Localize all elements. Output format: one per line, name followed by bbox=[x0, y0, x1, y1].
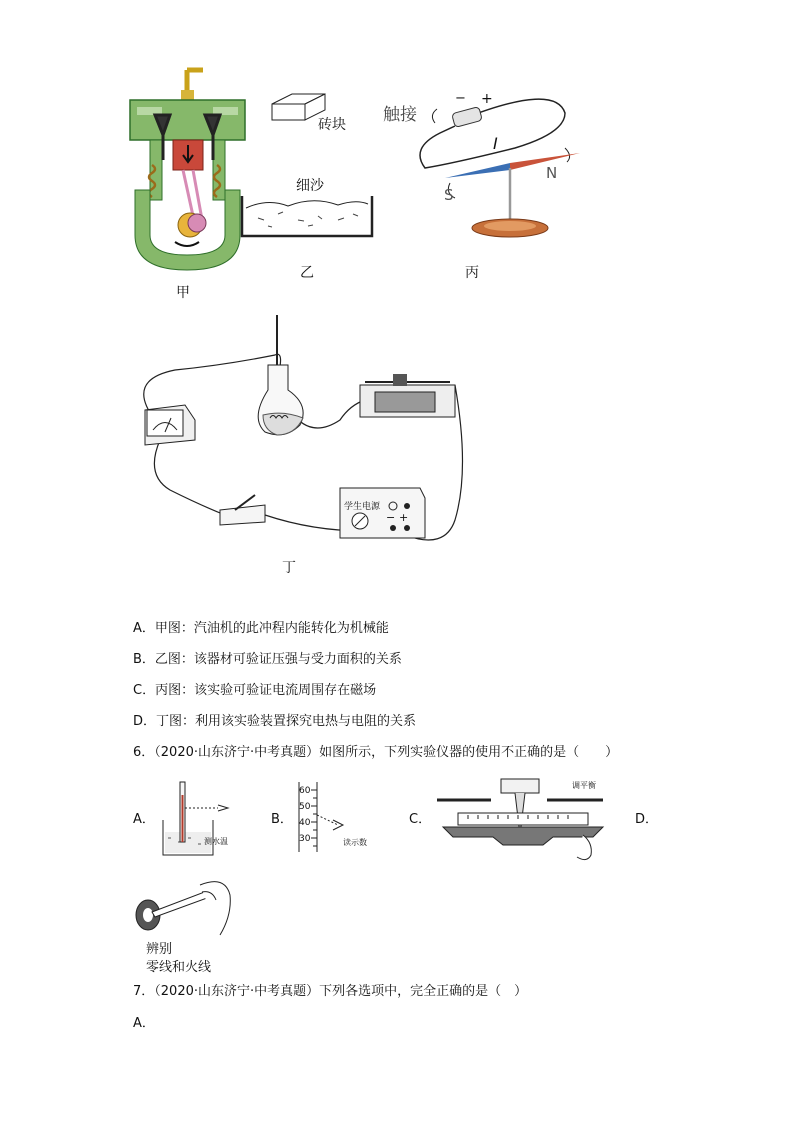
current-label: I bbox=[493, 134, 498, 153]
q6-stem: 6．（2020·山东济宁·中考真题）如图所示，下列实验仪器的使用不正确的是（ ） bbox=[133, 745, 619, 760]
cylinder-label: 读示数 bbox=[343, 838, 367, 847]
south-pole-label: S bbox=[444, 186, 454, 204]
oersted-plus-label: + bbox=[481, 91, 493, 107]
power-plus-label: + bbox=[399, 511, 409, 524]
q6-option-d-label: D． bbox=[635, 812, 659, 827]
power-minus-label: − bbox=[386, 511, 396, 524]
cyl-tick-40: 40 bbox=[299, 818, 311, 828]
q5-option-b: B．乙图：该器材可验证压强与受力面积的关系 bbox=[133, 652, 402, 667]
test-pen-label-line1: 辨别 bbox=[146, 942, 173, 957]
oersted-minus-label: − bbox=[455, 91, 466, 106]
q7-stem: 7．（2020·山东济宁·中考真题）下列各选项中，完全正确的是（ ） bbox=[133, 984, 528, 999]
q6-option-a-label: A． bbox=[133, 812, 155, 827]
brick-label: 砖块 bbox=[318, 117, 346, 133]
oersted-caption: 丙 bbox=[465, 265, 479, 281]
q5-option-a: A．甲图：汽油机的此冲程内能转化为机械能 bbox=[133, 621, 389, 636]
engine-caption: 甲 bbox=[176, 285, 190, 301]
test-pen-label-line2: 零线和火线 bbox=[146, 960, 212, 975]
q6-option-c-label: C． bbox=[409, 812, 432, 827]
oersted-diagram bbox=[415, 88, 585, 248]
circuit-caption: 丁 bbox=[282, 560, 296, 576]
thermometer-label: 测水温 bbox=[204, 837, 228, 846]
q6-option-b-label: B． bbox=[271, 812, 293, 827]
engine-diagram bbox=[125, 60, 255, 275]
north-pole-label: N bbox=[546, 164, 558, 182]
q5-option-d: D．丁图：利用该实验装置探究电热与电阻的关系 bbox=[133, 714, 417, 729]
thermometer-beaker-diagram bbox=[158, 780, 243, 860]
q7-option-a-label: A． bbox=[133, 1016, 155, 1031]
power-supply-label: 学生电源 bbox=[344, 502, 381, 512]
cyl-tick-30: 30 bbox=[299, 834, 311, 844]
sand-label: 细沙 bbox=[296, 178, 324, 194]
sand-box-diagram bbox=[238, 190, 378, 242]
balance-label: 调平衡 bbox=[572, 781, 596, 790]
test-pen-diagram bbox=[130, 870, 240, 940]
circuit-diagram bbox=[125, 310, 470, 550]
touch-label: 触接 bbox=[383, 105, 417, 125]
cyl-tick-50: 50 bbox=[299, 802, 311, 812]
q5-option-c: C．丙图：该实验可验证电流周围存在磁场 bbox=[133, 683, 377, 698]
cyl-tick-60: 60 bbox=[299, 786, 311, 796]
sand-caption: 乙 bbox=[300, 265, 314, 281]
